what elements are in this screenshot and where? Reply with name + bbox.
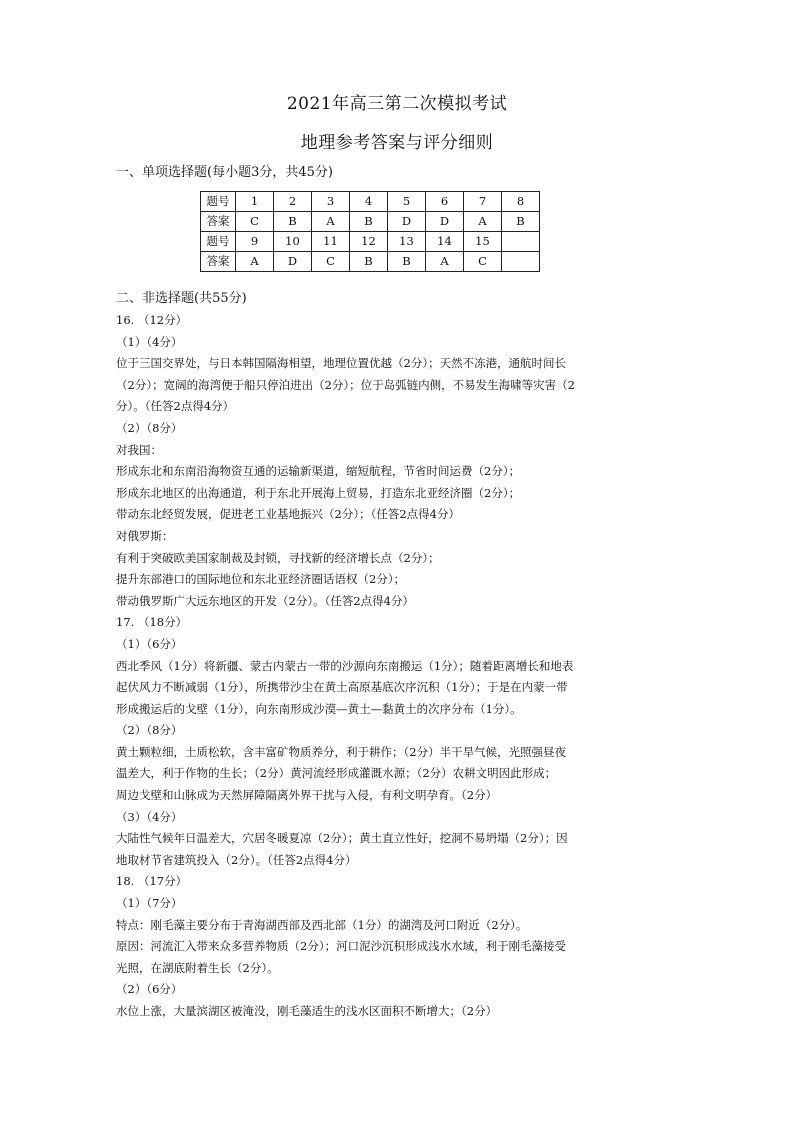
section-heading-multiple-choice: 一、单项选择题(每小题3分，共45分) [116, 165, 333, 180]
table-cell: 4 [350, 192, 388, 212]
answer-line: 形成东北和东南沿海物资互通的运输新渠道，缩短航程，节省时间运费（2分）； [116, 464, 521, 479]
answer-line: （2）（8分） [116, 723, 183, 738]
answer-line: 位于三国交界处，与日本韩国隔海相望，地理位置优越（2分）；天然不冻港，通航时间长 [116, 356, 567, 371]
table-cell: 14 [426, 232, 464, 252]
table-cell: 15 [464, 232, 502, 252]
answer-line: 光照，在湖底附着生长（2分）。 [116, 960, 279, 975]
answer-line: 起伏风力不断减弱（1分），所携带沙尘在黄土高原基底次序沉积（1分）；于是在内蒙一带 [116, 680, 568, 695]
answer-line: 地取材节省建筑投入（2分）。（任答2点得4分） [116, 852, 357, 867]
table-cell: B [350, 212, 388, 232]
table-cell: B [502, 212, 540, 232]
table-row [201, 252, 540, 272]
table-row [201, 212, 540, 232]
table-cell: D [388, 212, 426, 232]
answer-line: 17. （18分） [116, 615, 188, 630]
table-cell: 2 [274, 192, 312, 212]
table-cell: 答案 [201, 212, 236, 232]
answer-line: 温差大，利于作物的生长；（2分）黄河流经形成灌溉水源；（2分）农耕文明因此形成； [116, 766, 557, 781]
answer-line: 周边戈壁和山脉成为天然屏障隔离外界干扰与入侵，有利文明孕育。（2分） [116, 788, 498, 803]
table-cell: 11 [312, 232, 350, 252]
table-cell: 10 [274, 232, 312, 252]
table-cell: A [464, 212, 502, 232]
table-cell: 13 [388, 232, 426, 252]
table-cell: B [388, 252, 426, 272]
answer-table [200, 191, 540, 272]
answer-line: 原因：河流汇入带来众多营养物质（2分）；河口泥沙沉积形成浅水水域，利于刚毛藻接受 [116, 939, 567, 954]
answer-line: 分）。（任答2点得4分） [116, 399, 235, 414]
table-cell: A [236, 252, 274, 272]
table-cell: 7 [464, 192, 502, 212]
answer-line: 带动东北经贸发展，促进老工业基地振兴（2分）；（任答2点得4分） [116, 507, 460, 522]
table-cell: C [236, 212, 274, 232]
answer-line: 16. （12分） [116, 313, 188, 327]
table-cell: 12 [350, 232, 388, 252]
answer-line: 形成东北地区的出海通道，利于东北开展海上贸易，打造东北亚经济圈（2分）； [116, 485, 521, 500]
answer-line: 大陆性气候年日温差大，穴居冬暖夏凉（2分）；黄土直立性好，挖洞不易坍塌（2分）；因 [116, 831, 568, 846]
answer-line: 带动俄罗斯广大远东地区的开发（2分）。（任答2点得4分） [116, 593, 414, 608]
table-cell: A [312, 212, 350, 232]
answer-line: 提升东部港口的国际地位和东北亚经济圈话语权（2分）； [116, 572, 406, 587]
answer-body [116, 310, 682, 1023]
table-cell: 9 [236, 232, 274, 252]
table-cell: 1 [236, 192, 274, 212]
answer-line: 有利于突破欧美国家制裁及封锁，寻找新的经济增长点（2分）； [116, 550, 440, 565]
answer-line: 对俄罗斯： [116, 528, 174, 543]
answer-line: （1）（6分） [116, 636, 183, 651]
table-cell: A [426, 252, 464, 272]
table-row [201, 192, 540, 212]
table-cell: B [350, 252, 388, 272]
table-cell [502, 232, 540, 252]
answer-line: 18. （17分） [116, 874, 188, 889]
answer-line: （1）（4分） [116, 334, 183, 349]
answer-line: 水位上涨，大量滨湖区被淹没，刚毛藻适生的浅水区面积不断增大；（2分） [116, 1004, 498, 1018]
table-cell: 答案 [201, 252, 236, 272]
table-cell: D [426, 212, 464, 232]
answer-key-subtitle: 地理参考答案与评分细则 [300, 133, 494, 153]
answer-line: （2分）；宽阔的海湾便于船只停泊进出（2分）；位于岛弧链内侧，不易发生海啸等灾害（2 [116, 377, 575, 392]
answer-line: 特点：刚毛藻主要分布于青海湖西部及西北部（1分）的湖湾及河口附近（2分）。 [116, 917, 528, 932]
table-cell: 8 [502, 192, 540, 212]
section-heading-non-choice: 二、非选择题(共55分) [116, 291, 247, 306]
answer-line: 形成搬运后的戈壁（1分），向东南形成沙漠—黄土—黏黄土的次序分布（1分）。 [116, 701, 522, 716]
table-row [201, 232, 540, 252]
table-cell: C [312, 252, 350, 272]
answer-line: 黄土颗粒细，土质松软，含丰富矿物质养分，利于耕作；（2分）半干旱气候，光照强昼夜 [116, 744, 567, 759]
answer-line: 西北季风（1分）将新疆、蒙古内蒙古一带的沙源向东南搬运（1分）；随着距离增长和地表 [116, 658, 574, 673]
table-cell [502, 252, 540, 272]
answer-line: 对我国： [116, 442, 162, 457]
answer-line: （3）（4分） [116, 809, 183, 824]
table-cell: 5 [388, 192, 426, 212]
answer-line: （2）（6分） [116, 982, 183, 997]
table-cell: B [274, 212, 312, 232]
table-cell: D [274, 252, 312, 272]
answer-line: （1）（7分） [116, 896, 183, 911]
answer-line: （2）（8分） [116, 420, 183, 435]
table-cell: 3 [312, 192, 350, 212]
table-cell: 题号 [201, 232, 236, 252]
table-cell: 6 [426, 192, 464, 212]
table-cell: 题号 [201, 192, 236, 212]
table-cell: C [464, 252, 502, 272]
exam-title: 2021年高三第二次模拟考试 [286, 94, 508, 114]
